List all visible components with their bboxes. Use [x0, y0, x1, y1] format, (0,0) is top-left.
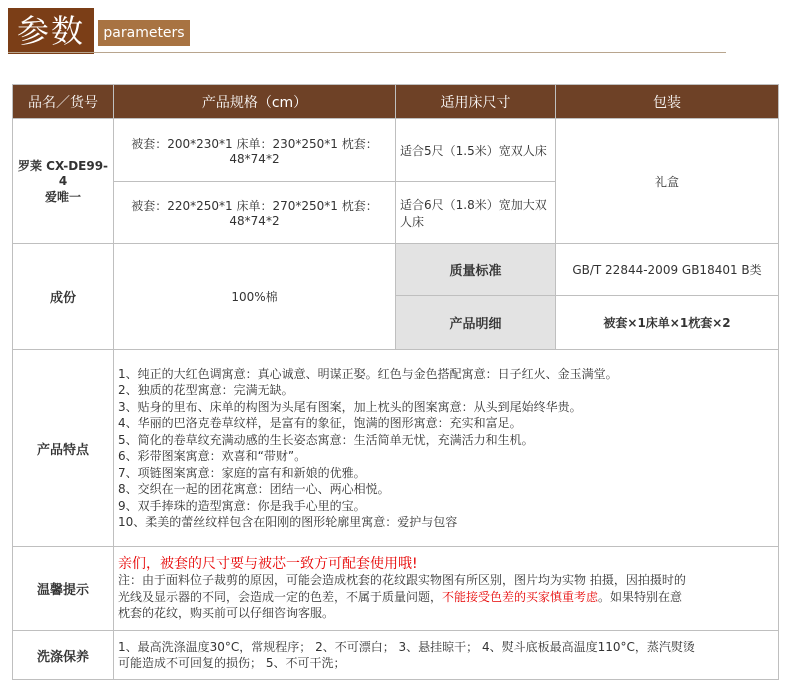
feature-item: 3、贴身的里布、床单的构图为头尾有图案，加上枕头的图案寓意：从头到尾始终华贵。 [118, 399, 582, 414]
col-header-packaging: 包装 [556, 85, 779, 119]
header-divider [8, 52, 726, 53]
care-label: 洗涤保养 [13, 631, 114, 680]
col-header-bed-size: 适用床尺寸 [396, 85, 556, 119]
tips-line-2 [118, 589, 774, 606]
care-row [13, 631, 779, 680]
packaging-value: 礼盒 [556, 119, 779, 244]
feature-item: 4、华丽的巴洛克卷草纹样，是富有的象征，饱满的图形寓意：充实和富足。 [118, 416, 522, 430]
tips-line-3: 枕套的花纹，购买前可以仔细咨询客服。 [118, 606, 335, 620]
care-line-1: 1、最高洗涤温度30°C，常规程序； 2、不可漂白； 3、悬挂晾干； 4、熨斗底板最高温度110°C，蒸汽熨烫 [118, 639, 695, 654]
tips-row [13, 547, 779, 631]
tips-headline: 亲们，被套的尺寸要与被芯一致方可配套使用哦! [118, 555, 418, 572]
feature-item: 5、简化的卷草纹充满动感的生长姿态寓意：生活简单无忧，充满活力和生机。 [118, 432, 534, 447]
feature-item: 10、柔美的蕾丝纹样包含在阳刚的图形轮廓里寓意：爱护与包容 [118, 515, 458, 529]
tips-warning: 不能接受色差的买家慎重考虑 [442, 589, 599, 604]
col-header-spec: 产品规格（cm） [114, 85, 396, 119]
quality-row [13, 244, 779, 296]
tips-line-2a: 光线及显示器的不同，会造成一定的色差，不属于质量问题， [118, 589, 443, 604]
header-row [13, 85, 779, 119]
product-name: 罗莱 CX-DE99-4 [17, 159, 109, 188]
feature-item: 9、双手捧珠的造型寓意：你是我手心里的宝。 [118, 498, 366, 513]
spec-2: 被套：220*250*1 床单：270*250*1 枕套：48*74*2 [114, 182, 396, 244]
feature-item: 7、项链图案寓意：家庭的富有和新娘的优雅。 [118, 465, 366, 480]
detail-label: 产品明细 [396, 296, 556, 350]
composition-value: 100%棉 [114, 244, 396, 350]
bed-size-2: 适合6尺（1.8米）宽加大双人床 [396, 182, 556, 244]
col-header-name: 品名／货号 [13, 85, 114, 119]
feature-item: 1、纯正的大红色调寓意：真心诚意、明谋正娶。红色与金色搭配寓意：日子红火、金玉满堂。 [118, 366, 618, 381]
care-line-2: 可能造成不可回复的损伤； 5、不可干洗； [118, 656, 346, 670]
tips-label: 温馨提示 [13, 547, 114, 631]
feature-item: 2、独质的花型寓意：完满无缺。 [118, 383, 294, 397]
features-label: 产品特点 [13, 350, 114, 547]
section-title: 参数 [8, 8, 94, 54]
section-subtitle: parameters [98, 20, 190, 46]
composition-label: 成份 [13, 244, 114, 350]
features-list [114, 350, 779, 547]
quality-value: GB/T 22844-2009 GB18401 B类 [556, 244, 779, 296]
tips-line-2c: 。如果特别在意 [598, 589, 683, 604]
parameters-table [12, 84, 779, 680]
tips-line-1: 注：由于面料位子裁剪的原因，可能会造成枕套的花纹跟实物图有所区别，图片均为实物 拍摄，因拍摄时的 [118, 573, 686, 587]
detail-value: 被套×1床单×1枕套×2 [556, 296, 779, 350]
quality-label: 质量标准 [396, 244, 556, 296]
feature-item: 6、彩带图案寓意：欢喜和“带财”。 [118, 449, 307, 463]
spec-1: 被套：200*230*1 床单：230*250*1 枕套：48*74*2 [114, 119, 396, 182]
tips-content [114, 547, 779, 631]
product-subname: 爱唯一 [44, 190, 81, 204]
spec-row-1 [13, 119, 779, 182]
product-name-cell [13, 119, 114, 244]
bed-size-1: 适合5尺（1.5米）宽双人床 [396, 119, 556, 182]
care-content [114, 631, 779, 680]
feature-item: 8、交织在一起的团花寓意：团结一心、两心相悦。 [118, 482, 390, 496]
features-row [13, 350, 779, 547]
